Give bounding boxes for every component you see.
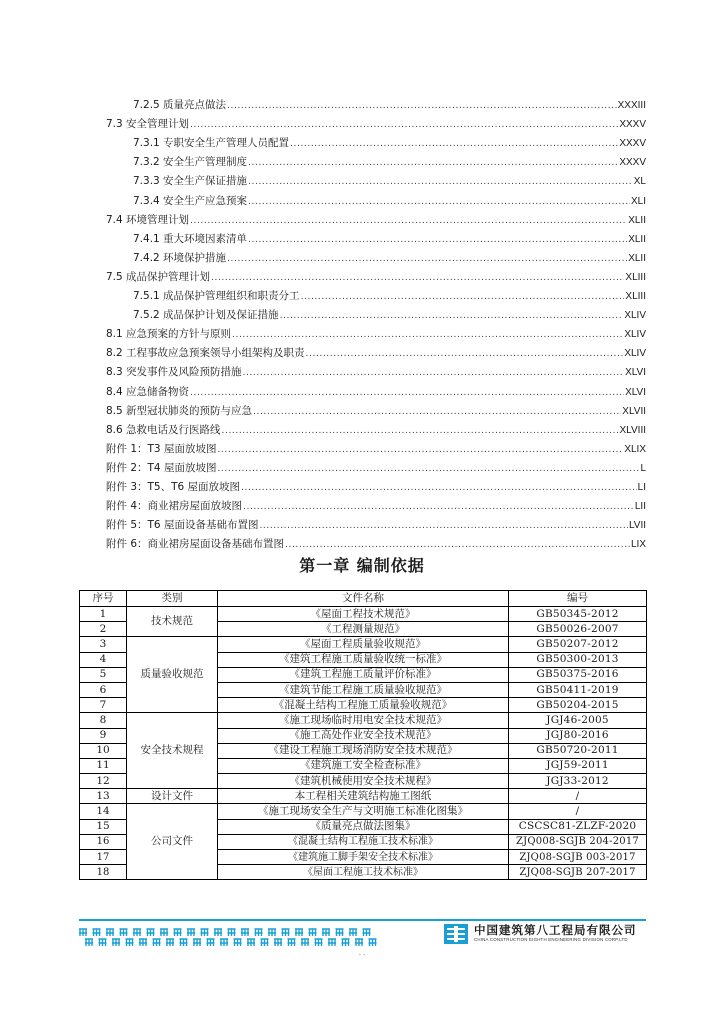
toc-dot-leader	[248, 235, 627, 246]
toc-entry-label: 附件 3：T5、T6 屋面放坡图	[106, 480, 241, 493]
toc-dot-leader	[285, 540, 630, 551]
toc-entry-label: 7.3.4 安全生产应急预案	[133, 194, 248, 207]
pattern-glyph	[147, 929, 155, 936]
toc-entry-label: 7.3.1 专职安全生产管理人员配置	[133, 137, 290, 150]
pattern-glyph	[93, 929, 101, 936]
pattern-glyph	[349, 929, 357, 936]
toc-dot-leader	[280, 311, 624, 322]
toc-entry-page: XLIX	[624, 443, 646, 455]
toc-dot-leader	[243, 502, 634, 513]
toc-entry-label: 7.5.2 成品保护计划及保证措施	[133, 309, 279, 322]
pattern-glyph	[295, 929, 303, 936]
toc-entry-page: XLVIII	[619, 424, 646, 436]
pattern-glyph	[214, 929, 222, 936]
pattern-glyph	[207, 939, 215, 946]
pattern-glyph	[166, 939, 174, 946]
pattern-glyph	[328, 939, 336, 946]
row-no: 7	[80, 698, 127, 713]
pattern-glyph	[160, 929, 168, 936]
toc-entry-label: 附件 4：商业裙房屋面放坡图	[106, 500, 243, 513]
row-code: JGJ46-2005	[509, 713, 647, 728]
row-code: JGJ80-2016	[509, 728, 647, 743]
toc-entry-page: XLIII	[625, 271, 646, 283]
row-no: 13	[80, 789, 127, 804]
row-no: 12	[80, 774, 127, 789]
row-code: GB50300-2013	[509, 652, 647, 667]
table-of-contents	[106, 93, 646, 551]
row-code: JGJ33-2012	[509, 774, 647, 789]
toc-dot-leader	[248, 197, 630, 208]
row-name: 《建设工程施工现场消防安全技术规范》	[218, 743, 509, 758]
row-code: JGJ59-2011	[509, 758, 647, 773]
toc-dot-leader	[217, 445, 623, 456]
row-name: 本工程相关建筑结构施工图纸	[218, 789, 509, 804]
toc-entry[interactable]	[106, 360, 646, 379]
category-company: 公司文件	[127, 804, 218, 880]
row-code: CSCSC81-ZLZF-2020	[509, 819, 647, 834]
pattern-glyph	[247, 939, 255, 946]
row-name: 《建筑机械使用安全技术规程》	[218, 774, 509, 789]
row-no: 17	[80, 850, 127, 865]
toc-entry[interactable]	[106, 188, 646, 207]
row-no: 10	[80, 743, 127, 758]
toc-dot-leader	[190, 120, 618, 131]
row-no: 14	[80, 804, 127, 819]
row-code: ZJQ08-SGJB 003-2017	[509, 850, 647, 865]
toc-entry-label: 7.5 成品保护管理计划	[106, 270, 211, 283]
toc-entry[interactable]	[106, 456, 646, 475]
table-header-row	[80, 591, 647, 607]
chapter-title: 第一章 编制依据	[299, 556, 425, 575]
pattern-glyph	[139, 939, 147, 946]
toc-entry-page: XLIII	[625, 291, 646, 303]
toc-entry-page: LI	[637, 481, 646, 493]
toc-entry[interactable]	[106, 131, 646, 150]
row-no: 9	[80, 728, 127, 743]
pattern-glyph	[241, 929, 249, 936]
row-code: ZJQ08-SGJB 207-2017	[509, 865, 647, 880]
toc-entry[interactable]	[106, 399, 646, 418]
row-code: /	[509, 804, 647, 819]
toc-dot-leader	[248, 158, 618, 169]
pattern-glyph	[133, 929, 141, 936]
row-code: GB50411-2019	[509, 682, 647, 697]
row-no: 2	[80, 622, 127, 637]
pattern-glyph	[288, 939, 296, 946]
pattern-glyph	[220, 939, 228, 946]
row-code: GB50345-2012	[509, 607, 647, 622]
pattern-glyph	[112, 939, 120, 946]
toc-entry-label: 8.3 突发事件及风险预防措施	[106, 366, 242, 379]
page-number: - -	[358, 952, 366, 959]
header-name: 文件名称	[218, 591, 509, 607]
toc-entry-label: 8.2 工程事故应急预案领导小组架构及职责	[106, 347, 305, 360]
row-name: 《建筑节能工程施工质量验收规范》	[218, 682, 509, 697]
header-code: 编号	[509, 591, 647, 607]
row-name: 《施工高处作业安全技术规范》	[218, 728, 509, 743]
pattern-glyph	[106, 929, 114, 936]
pattern-glyph	[234, 939, 242, 946]
toc-entry-page: XLII	[628, 233, 646, 245]
row-name: 《建筑施工脚手架安全技术标准》	[218, 850, 509, 865]
pattern-glyph	[301, 939, 309, 946]
row-code: GB50375-2016	[509, 667, 647, 682]
toc-dot-leader	[217, 464, 639, 475]
footer-divider	[79, 919, 646, 921]
pattern-glyph	[174, 929, 182, 936]
toc-entry-label: 附件 2：T4 屋面放坡图	[106, 461, 217, 474]
pattern-glyph	[322, 929, 330, 936]
category-quality: 质量验收规范	[127, 637, 218, 713]
toc-entry-page: XLIV	[624, 329, 646, 341]
toc-dot-leader	[227, 101, 617, 112]
toc-entry-page: LVII	[628, 520, 646, 532]
toc-dot-leader	[306, 349, 624, 360]
toc-entry[interactable]	[106, 475, 646, 494]
category-design: 设计文件	[127, 789, 218, 804]
toc-entry[interactable]	[106, 532, 646, 551]
pattern-glyph	[153, 939, 161, 946]
toc-entry-page: XLII	[628, 252, 646, 264]
toc-dot-leader	[232, 330, 623, 341]
cscec-logo-icon	[444, 924, 468, 944]
toc-entry-label: 8.6 急救电话及行医路线	[106, 423, 221, 436]
row-code: GB50026-2007	[509, 622, 647, 637]
toc-entry[interactable]	[106, 437, 646, 456]
row-no: 15	[80, 819, 127, 834]
standards-table	[79, 590, 647, 880]
toc-entry-label: 附件 1：T3 屋面放坡图	[106, 442, 217, 455]
category-tech: 技术规范	[127, 607, 218, 637]
table-row	[80, 713, 647, 728]
table-row	[80, 637, 647, 652]
row-no: 4	[80, 652, 127, 667]
pattern-glyph	[282, 929, 290, 936]
building-pattern-icon	[79, 928, 379, 948]
row-code: GB50720-2011	[509, 743, 647, 758]
toc-entry-page: XXXIII	[617, 100, 646, 112]
row-name: 《屋面工程施工技术标准》	[218, 865, 509, 880]
row-name: 《混凝土结构工程施工技术标准》	[218, 834, 509, 849]
toc-entry[interactable]	[106, 513, 646, 532]
toc-entry-page: LII	[634, 501, 646, 513]
header-no: 序号	[80, 591, 127, 607]
pattern-glyph	[342, 939, 350, 946]
toc-entry-label: 7.3 安全管理计划	[106, 118, 190, 131]
pattern-glyph	[126, 939, 134, 946]
toc-entry-page: XLVI	[625, 367, 646, 379]
table-row	[80, 789, 647, 804]
row-no: 3	[80, 637, 127, 652]
toc-dot-leader	[301, 292, 625, 303]
toc-dot-leader	[243, 368, 625, 379]
toc-dot-leader	[290, 139, 618, 150]
row-name: 《质量亮点做法图集》	[218, 819, 509, 834]
toc-entry-label: 7.2.5 质量亮点做法	[133, 99, 227, 112]
row-no: 8	[80, 713, 127, 728]
pattern-glyph	[315, 939, 323, 946]
toc-entry[interactable]	[106, 227, 646, 246]
toc-entry[interactable]	[106, 265, 646, 284]
pattern-glyph	[355, 939, 363, 946]
pattern-glyph	[99, 939, 107, 946]
toc-entry[interactable]	[106, 112, 646, 131]
toc-dot-leader	[227, 254, 627, 265]
toc-entry-label: 7.3.2 安全生产管理制度	[133, 156, 248, 169]
row-no: 11	[80, 758, 127, 773]
category-safety: 安全技术规程	[127, 713, 218, 789]
toc-dot-leader	[190, 388, 624, 399]
table-row	[80, 607, 647, 622]
toc-entry[interactable]	[106, 341, 646, 360]
company-name-cn: 中国建筑第八工程局有限公司	[474, 923, 637, 937]
toc-entry[interactable]	[106, 246, 646, 265]
toc-entry[interactable]	[106, 208, 646, 227]
row-no: 18	[80, 865, 127, 880]
pattern-glyph	[255, 929, 263, 936]
toc-dot-leader	[190, 216, 627, 227]
toc-dot-leader	[259, 521, 628, 532]
toc-entry-page: LIX	[630, 539, 646, 551]
pattern-glyph	[180, 939, 188, 946]
row-name: 《施工现场临时用电安全技术规范》	[218, 713, 509, 728]
company-name-en: CHINA CONSTRUCTION EIGHTH ENGINEERING DIVISION CORP.LTD	[474, 937, 628, 942]
toc-entry[interactable]	[106, 169, 646, 188]
toc-entry-page: XLII	[628, 214, 646, 226]
row-no: 1	[80, 607, 127, 622]
toc-entry-label: 7.3.3 安全生产保证措施	[133, 175, 248, 188]
row-no: 16	[80, 834, 127, 849]
row-name: 《建筑工程施工质量验收统一标准》	[218, 652, 509, 667]
pattern-glyph	[268, 929, 276, 936]
row-code: /	[509, 789, 647, 804]
toc-entry-label: 7.4 环境管理计划	[106, 213, 190, 226]
toc-entry-page: XXXV	[619, 119, 646, 131]
toc-entry-label: 附件 6：商业裙房屋面设备基础布置图	[106, 538, 285, 551]
toc-entry-label: 8.1 应急预案的方针与原则	[106, 328, 232, 341]
toc-dot-leader	[211, 273, 624, 284]
row-no: 6	[80, 682, 127, 697]
toc-entry-label: 附件 5：T6 屋面设备基础布置图	[106, 519, 259, 532]
toc-entry[interactable]	[106, 284, 646, 303]
row-name: 《屋面工程技术规范》	[218, 607, 509, 622]
row-no: 5	[80, 667, 127, 682]
pattern-glyph	[309, 929, 317, 936]
toc-entry[interactable]	[106, 494, 646, 513]
pattern-glyph	[85, 939, 93, 946]
pattern-glyph	[79, 929, 87, 936]
toc-entry-page: L	[640, 462, 646, 474]
toc-entry-page: XLVII	[622, 405, 646, 417]
row-name: 《建筑施工安全检查标准》	[218, 758, 509, 773]
toc-entry[interactable]	[106, 418, 646, 437]
toc-entry[interactable]	[106, 93, 646, 112]
row-name: 《混凝土结构工程施工质量验收规范》	[218, 698, 509, 713]
pattern-glyph	[261, 939, 269, 946]
toc-entry-label: 7.4.1 重大环境因素清单	[133, 232, 248, 245]
toc-entry-page: XL	[633, 176, 646, 188]
toc-entry[interactable]	[106, 150, 646, 169]
toc-entry-label: 7.4.2 环境保护措施	[133, 251, 227, 264]
toc-entry-page: XXXV	[619, 157, 646, 169]
toc-entry[interactable]	[106, 322, 646, 341]
toc-entry-label: 7.5.1 成品保护管理组织和职责分工	[133, 290, 300, 303]
toc-entry-label: 8.4 应急储备物资	[106, 385, 190, 398]
row-name: 《施工现场安全生产与文明施工标准化图集》	[218, 804, 509, 819]
table-row	[80, 804, 647, 819]
pattern-glyph	[201, 929, 209, 936]
toc-entry-label: 8.5 新型冠状肺炎的预防与应急	[106, 404, 253, 417]
toc-entry-page: XLIV	[624, 348, 646, 360]
toc-entry[interactable]	[106, 303, 646, 322]
toc-dot-leader	[248, 177, 633, 188]
row-name: 《屋面工程质量验收规范》	[218, 637, 509, 652]
row-name: 《工程测量规范》	[218, 622, 509, 637]
pattern-glyph	[193, 939, 201, 946]
pattern-glyph	[363, 929, 371, 936]
toc-entry-page: XXXV	[619, 138, 646, 150]
row-code: ZJQ008-SGJB 204-2017	[509, 834, 647, 849]
row-name: 《建筑工程施工质量评价标准》	[218, 667, 509, 682]
toc-entry-page: XLI	[630, 195, 646, 207]
row-code: GB50204-2015	[509, 698, 647, 713]
row-code: GB50207-2012	[509, 637, 647, 652]
pattern-glyph	[336, 929, 344, 936]
header-category: 类别	[127, 591, 218, 607]
toc-entry-page: XLIV	[624, 310, 646, 322]
pattern-glyph	[369, 939, 377, 946]
toc-dot-leader	[222, 426, 619, 437]
toc-dot-leader	[253, 407, 621, 418]
pattern-glyph	[187, 929, 195, 936]
pattern-glyph	[120, 929, 128, 936]
toc-dot-leader	[241, 483, 637, 494]
pattern-glyph	[274, 939, 282, 946]
toc-entry-page: XLVI	[625, 386, 646, 398]
toc-entry[interactable]	[106, 379, 646, 398]
pattern-glyph	[228, 929, 236, 936]
